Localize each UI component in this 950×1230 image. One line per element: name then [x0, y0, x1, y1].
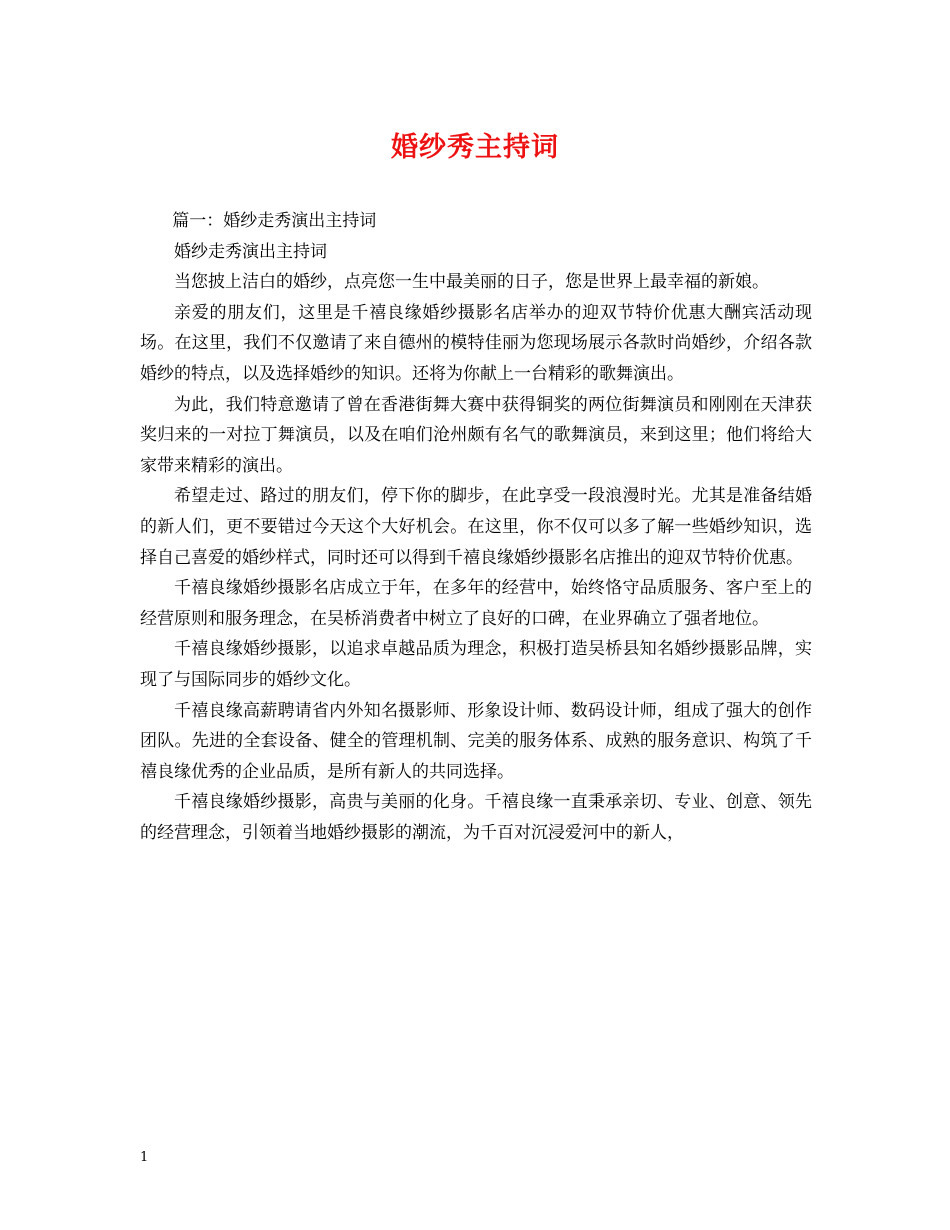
- paragraph: 亲爱的朋友们，这里是千禧良缘婚纱摄影名店举办的迎双节特价优惠大酬宾活动现场。在这里，我们不仅邀请了来自德州的模特佳丽为您现场展示各款时尚婚纱，介绍各款婚纱的特点，以及选择婚纱的知识。还将为你献上一台精彩的歌舞演出。: [140, 302, 812, 384]
- document-body: [140, 206, 812, 848]
- page-number: 1: [140, 1150, 149, 1165]
- paragraph: 千禧良缘婚纱摄影名店成立于年，在多年的经营中，始终恪守品质服务、客户至上的经营原则和服务理念，在吴桥消费者中树立了良好的口碑，在业界确立了强者地位。: [140, 578, 812, 629]
- section-heading: 篇一：婚纱走秀演出主持词: [172, 211, 377, 231]
- paragraph: 千禧良缘婚纱摄影，以追求卓越品质为理念，积极打造吴桥县知名婚纱摄影品牌，实现了与国际同步的婚纱文化。: [140, 639, 812, 690]
- paragraph: 千禧良缘婚纱摄影，高贵与美丽的化身。千禧良缘一直秉承亲切、专业、创意、领先的经营理念，引领着当地婚纱摄影的潮流，为千百对沉浸爱河中的新人，: [140, 792, 812, 843]
- document-title: 婚纱秀主持词: [391, 132, 559, 163]
- paragraph: 为此，我们特意邀请了曾在香港街舞大赛中获得铜奖的两位街舞演员和刚刚在天津获奖归来的一对拉丁舞演员，以及在咱们沧州颇有名气的歌舞演员，来到这里；他们将给大家带来精彩的演出。: [140, 394, 812, 476]
- paragraph: 千禧良缘高薪聘请省内外知名摄影师、形象设计师、数码设计师，组成了强大的创作团队。先进的全套设备、健全的管理机制、完美的服务体系、成熟的服务意识、构筑了千禧良缘优秀的企业品质，是所有新人的共同选择。: [140, 700, 812, 782]
- paragraph: 当您披上洁白的婚纱，点亮您一生中最美丽的日子，您是世界上最幸福的新娘。: [174, 272, 769, 293]
- paragraph: 婚纱走秀演出主持词: [174, 241, 327, 262]
- paragraph: 希望走过、路过的朋友们，停下你的脚步，在此享受一段浪漫时光。尤其是准备结婚的新人们，更不要错过今天这个大好机会。在这里，你不仅可以多了解一些婚纱知识，选择自己喜爱的婚纱样式，同时还可以得到千禧良缘婚纱摄影名店推出的迎双节特价优惠。: [140, 486, 812, 568]
